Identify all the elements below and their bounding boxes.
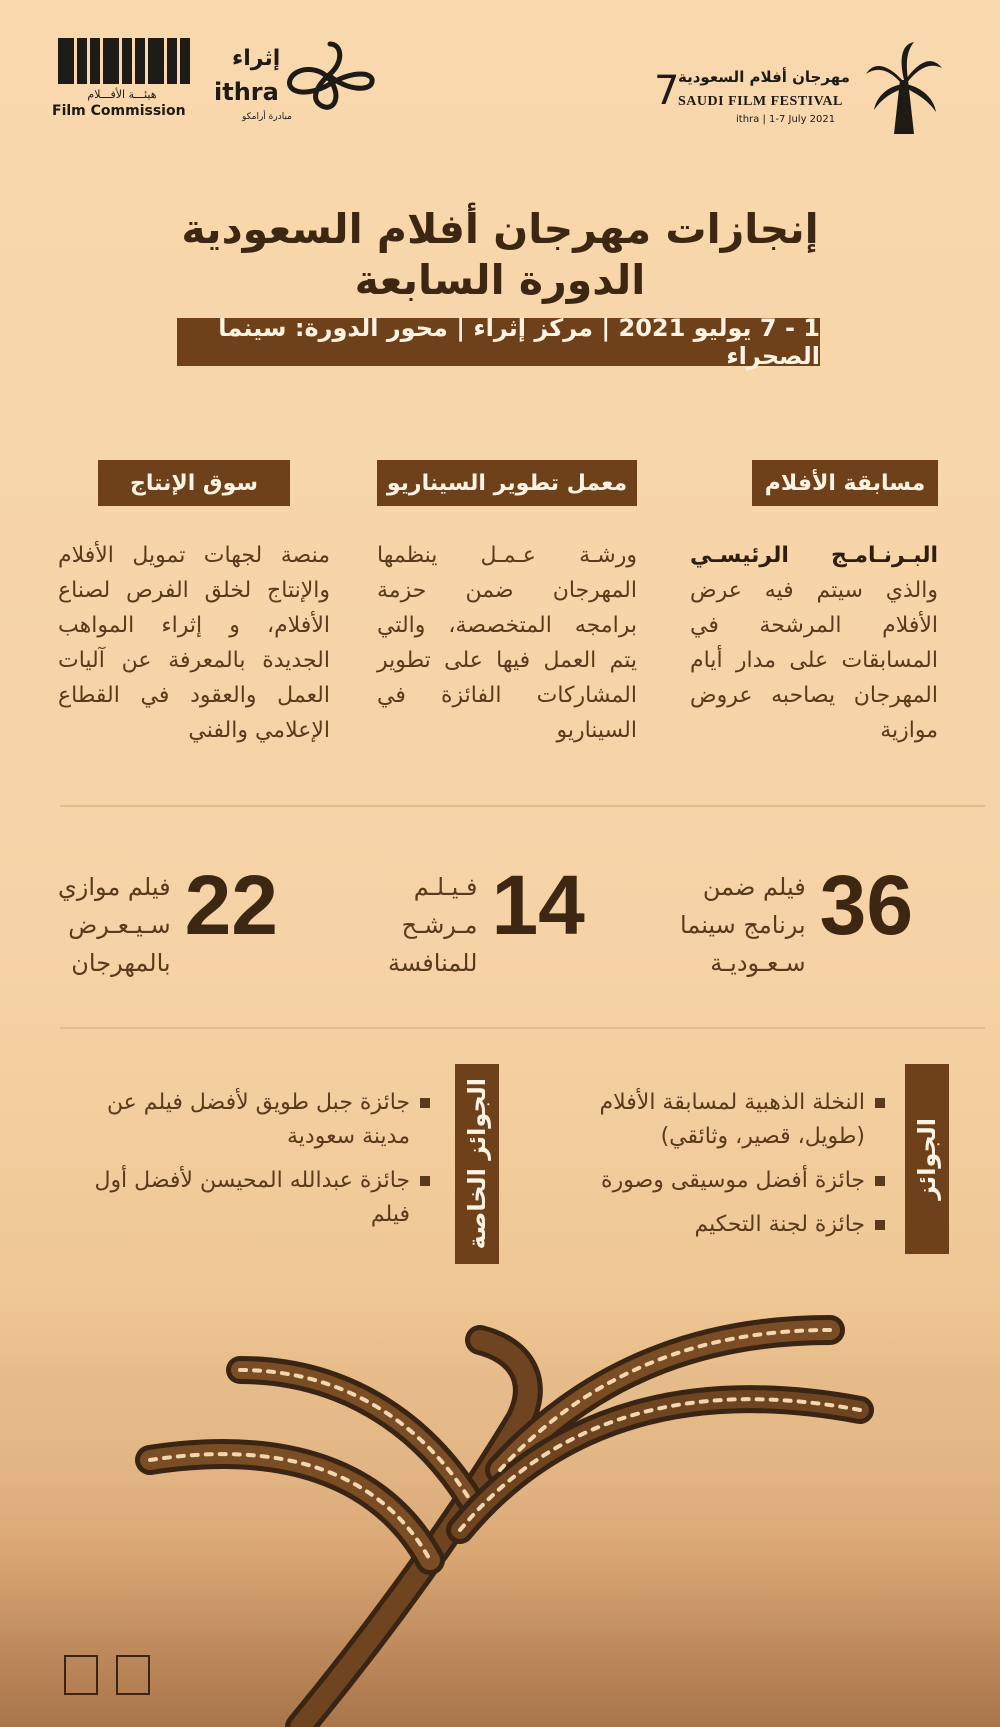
stat-line: مـرشـح [401,911,478,939]
festival-name-ar: مهرجان أفلام السعودية [678,68,850,86]
stat-line: فيلم موازي [58,873,171,901]
page-subtitle: الدورة السابعة [354,256,646,304]
stat-22 [58,860,278,982]
special-awards-list [60,1086,430,1242]
film-commission-ar: هيئـــة الأفـــلام [87,88,157,101]
palm-icon [864,40,944,136]
awards-list [540,1086,885,1252]
awards-label [905,1064,949,1254]
festival-number: 7 [654,68,680,114]
program-heading: سوق الإنتاج [98,460,290,506]
divider [60,805,985,807]
stat-line: فيلم ضمن [702,873,806,901]
program-heading: معمل تطوير السيناريو [377,460,637,506]
program-heading: مسابقة الأفلام [752,460,938,506]
ithra-sub: مبادرة أرامكو [242,112,292,122]
stat-line: برنامج سينما [680,911,806,939]
ithra-en: ithra [214,78,279,106]
stat-line: سـيـعـرض [68,911,171,939]
award-item: جائزة أفضل موسيقى وصورة [540,1164,885,1198]
date-bar: 1 - 7 يوليو 2021 | مركز إثراء | محور الدورة: سينما الصحراء [177,318,820,366]
divider [60,1027,985,1029]
ithra-mark-icon [280,40,380,112]
stat-line: بالمهرجان [71,949,171,977]
stat-text [58,868,171,982]
stat-line: سـعـوديـة [710,949,806,977]
program-text [690,538,938,748]
awards-label-text: الجوائز [913,1118,941,1200]
ithra-ar: إثراء [232,46,281,71]
festival-name-en: SAUDI FILM FESTIVAL [678,94,843,109]
special-awards-label [455,1064,499,1264]
program-body: والذي سيتم فيه عرض الأفلام المرشحة في المسابقات على مدار أيام المهرجان يصاحبه عروض موازية [690,578,938,743]
film-strip-artwork [0,1300,1000,1727]
award-item: جائزة جبل طويق لأفضل فيلم عن مدينة سعودية [60,1086,430,1154]
bottom-logos [64,1655,150,1695]
film-strip-icon [58,38,192,84]
ithra-logo [212,40,382,130]
special-awards-label-text: الجوائز الخاصة [463,1078,491,1250]
film-commission-logo [52,38,192,119]
stat-number: 14 [491,858,585,952]
stat-line: فـيـلـم [413,873,478,901]
program-competition [690,460,938,748]
award-item: جائزة لجنة التحكيم [540,1208,885,1242]
stat-text [680,868,806,982]
festival-dates: ithra | 1-7 July 2021 [736,114,836,125]
film-commission-small-logo-icon [116,1655,150,1695]
stat-number: 22 [184,858,278,952]
program-lead: البـرنـامـج الرئيسـي [690,543,938,568]
saudi-film-festival-logo [644,40,944,140]
film-commission-en: Film Commission [52,103,186,119]
stat-36 [680,860,913,982]
program-production-market [58,460,330,748]
stat-line: للمنافسة [388,949,478,977]
award-item: النخلة الذهبية لمسابقة الأفلام (طويل، قصير، وثائقي) [540,1086,885,1154]
program-text: ورشـة عـمـل ينظمها المهرجان ضمن حزمة برامجه المتخصصة، والتي يتم العمل فيها على تطوير المشاركات الفائزة في السيناريو [377,543,637,743]
award-item: جائزة عبدالله المحيسن لأفضل أول فيلم [60,1164,430,1232]
stat-text [388,868,477,982]
page-title: إنجازات مهرجان أفلام السعودية [181,205,819,253]
program-script-lab [377,460,637,748]
stat-number: 36 [819,858,914,952]
program-text: منصة لجهات تمويل الأفلام والإنتاج لخلق الفرص لصناع الأفلام، و إثراء المواهب الجديدة بالمعرفة عن آليات العمل والعقود في القطاع الإعلامي والفني [58,543,330,743]
ministry-logo-icon [64,1655,98,1695]
stat-14 [388,860,585,982]
